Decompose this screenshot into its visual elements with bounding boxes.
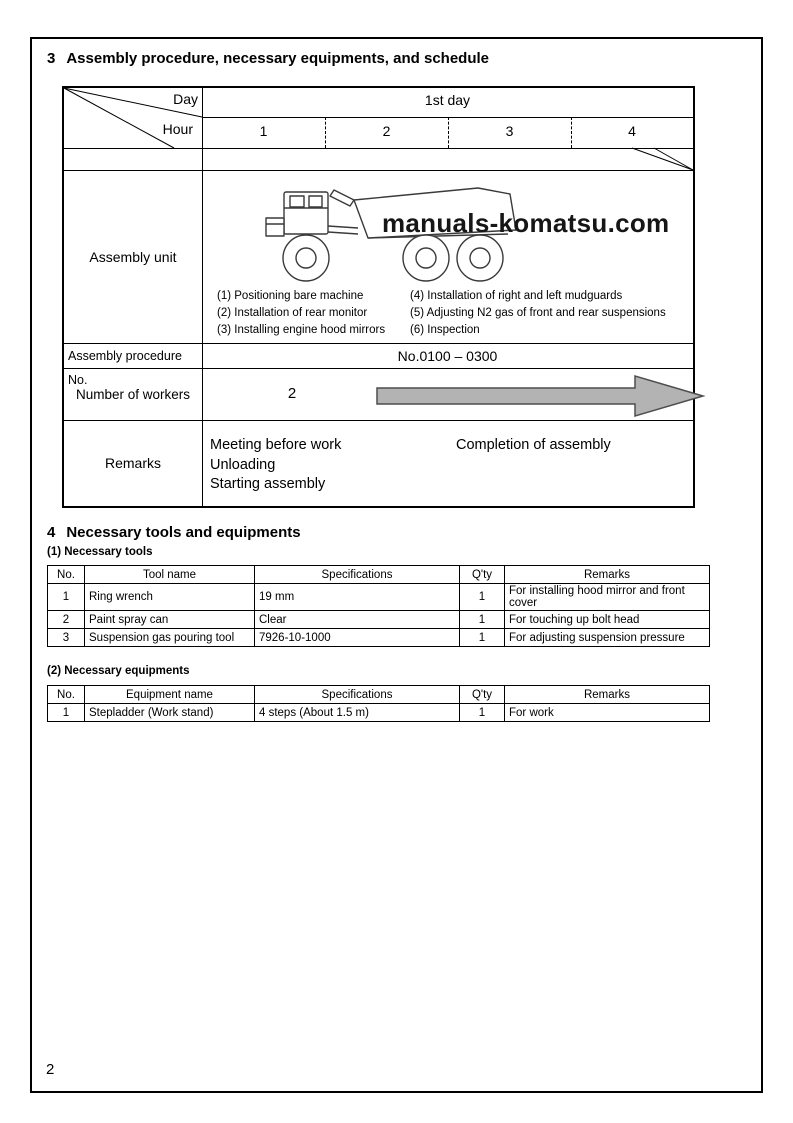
table-row	[48, 611, 710, 629]
tools-header-qty: Q'ty	[460, 566, 505, 584]
hour-4: 4	[628, 123, 636, 139]
equip-header-spec: Specifications	[255, 686, 460, 704]
column-divider	[202, 88, 203, 506]
section4-number: 4	[47, 524, 56, 541]
equip-header-remarks: Remarks	[505, 686, 710, 704]
hour-label: Hour	[162, 121, 193, 137]
remarks-lines	[210, 436, 341, 495]
schedule-arrow	[377, 374, 709, 418]
watermark-text: manuals-komatsu.com	[382, 208, 670, 238]
hour-1: 1	[259, 123, 268, 139]
remarks-label: Remarks	[104, 455, 161, 471]
tools-header-no: No.	[48, 566, 85, 584]
tools-header-name: Tool name	[85, 566, 255, 584]
section4-heading	[47, 524, 301, 541]
equipments-subtitle: (2) Necessary equipments	[47, 665, 190, 677]
equip-header-name: Equipment name	[85, 686, 255, 704]
note-6: (6) Inspection	[410, 324, 480, 336]
day-value: 1st day	[424, 92, 471, 108]
section3-heading	[47, 50, 489, 67]
remark-line-1: Meeting before work	[210, 437, 342, 453]
remarks-right: Completion of assembly	[456, 437, 611, 453]
note-5: (5) Adjusting N2 gas of front and rear suspensions	[410, 307, 666, 319]
tools-table	[47, 565, 710, 647]
tools-header-row	[48, 566, 710, 584]
tool-qty: 1	[460, 584, 505, 611]
section4-title: Necessary tools and equipments	[66, 524, 301, 541]
note-1: (1) Positioning bare machine	[217, 290, 364, 302]
tool-no: 2	[48, 611, 85, 629]
tools-header-spec: Specifications	[255, 566, 460, 584]
tool-qty: 1	[460, 611, 505, 629]
hour-3: 3	[505, 123, 514, 139]
equipments-table	[47, 685, 710, 722]
note-2: (2) Installation of rear monitor	[217, 307, 368, 319]
equip-remarks: For work	[505, 704, 710, 722]
tool-name: Paint spray can	[85, 611, 255, 629]
workers-label: Number of workers	[75, 386, 191, 402]
tools-subtitle: (1) Necessary tools	[47, 546, 153, 558]
tool-no: 3	[48, 629, 85, 647]
page-number: 2	[46, 1061, 55, 1078]
schedule-table	[62, 86, 695, 508]
tool-name: Suspension gas pouring tool	[85, 629, 255, 647]
table-row	[48, 584, 710, 611]
workers-value: 2	[287, 385, 297, 402]
assembly-unit-label: Assembly unit	[89, 248, 177, 265]
tool-spec: 19 mm	[255, 584, 460, 611]
procedure-no-label: Assembly procedure No.	[68, 349, 182, 387]
equip-header-qty: Q'ty	[460, 686, 505, 704]
tool-name: Ring wrench	[85, 584, 255, 611]
assembly-notes-right	[410, 288, 666, 339]
section3-title: Assembly procedure, necessary equipments, and schedule	[66, 50, 490, 67]
remark-line-2: Unloading	[210, 456, 276, 473]
note-4: (4) Installation of right and left mudguards	[410, 290, 623, 302]
tools-header-remarks: Remarks	[505, 566, 710, 584]
equip-spec: 4 steps (About 1.5 m)	[255, 704, 460, 722]
tool-spec: 7926-10-1000	[255, 629, 460, 647]
section3-number: 3	[47, 50, 56, 67]
hour-2: 2	[382, 123, 391, 139]
equip-qty: 1	[460, 704, 505, 722]
table-row	[48, 704, 710, 722]
remark-line-3: Starting assembly	[210, 476, 326, 492]
equipments-header-row	[48, 686, 710, 704]
schedule-end-diagonal	[632, 148, 693, 170]
tool-remarks: For adjusting suspension pressure	[505, 629, 710, 647]
tool-qty: 1	[460, 629, 505, 647]
tool-spec: Clear	[255, 611, 460, 629]
equip-header-no: No.	[48, 686, 85, 704]
tool-remarks: For touching up bolt head	[505, 611, 710, 629]
note-3: (3) Installing engine hood mirrors	[217, 324, 386, 336]
tool-remarks: For installing hood mirror and front cover	[505, 584, 710, 611]
tool-no: 1	[48, 584, 85, 611]
assembly-notes-left	[217, 288, 385, 339]
row-line-hour	[64, 148, 693, 149]
table-row	[48, 629, 710, 647]
equip-name: Stepladder (Work stand)	[85, 704, 255, 722]
procedure-no-value: No.0100 – 0300	[397, 348, 498, 364]
day-label: Day	[173, 91, 198, 107]
equip-no: 1	[48, 704, 85, 722]
